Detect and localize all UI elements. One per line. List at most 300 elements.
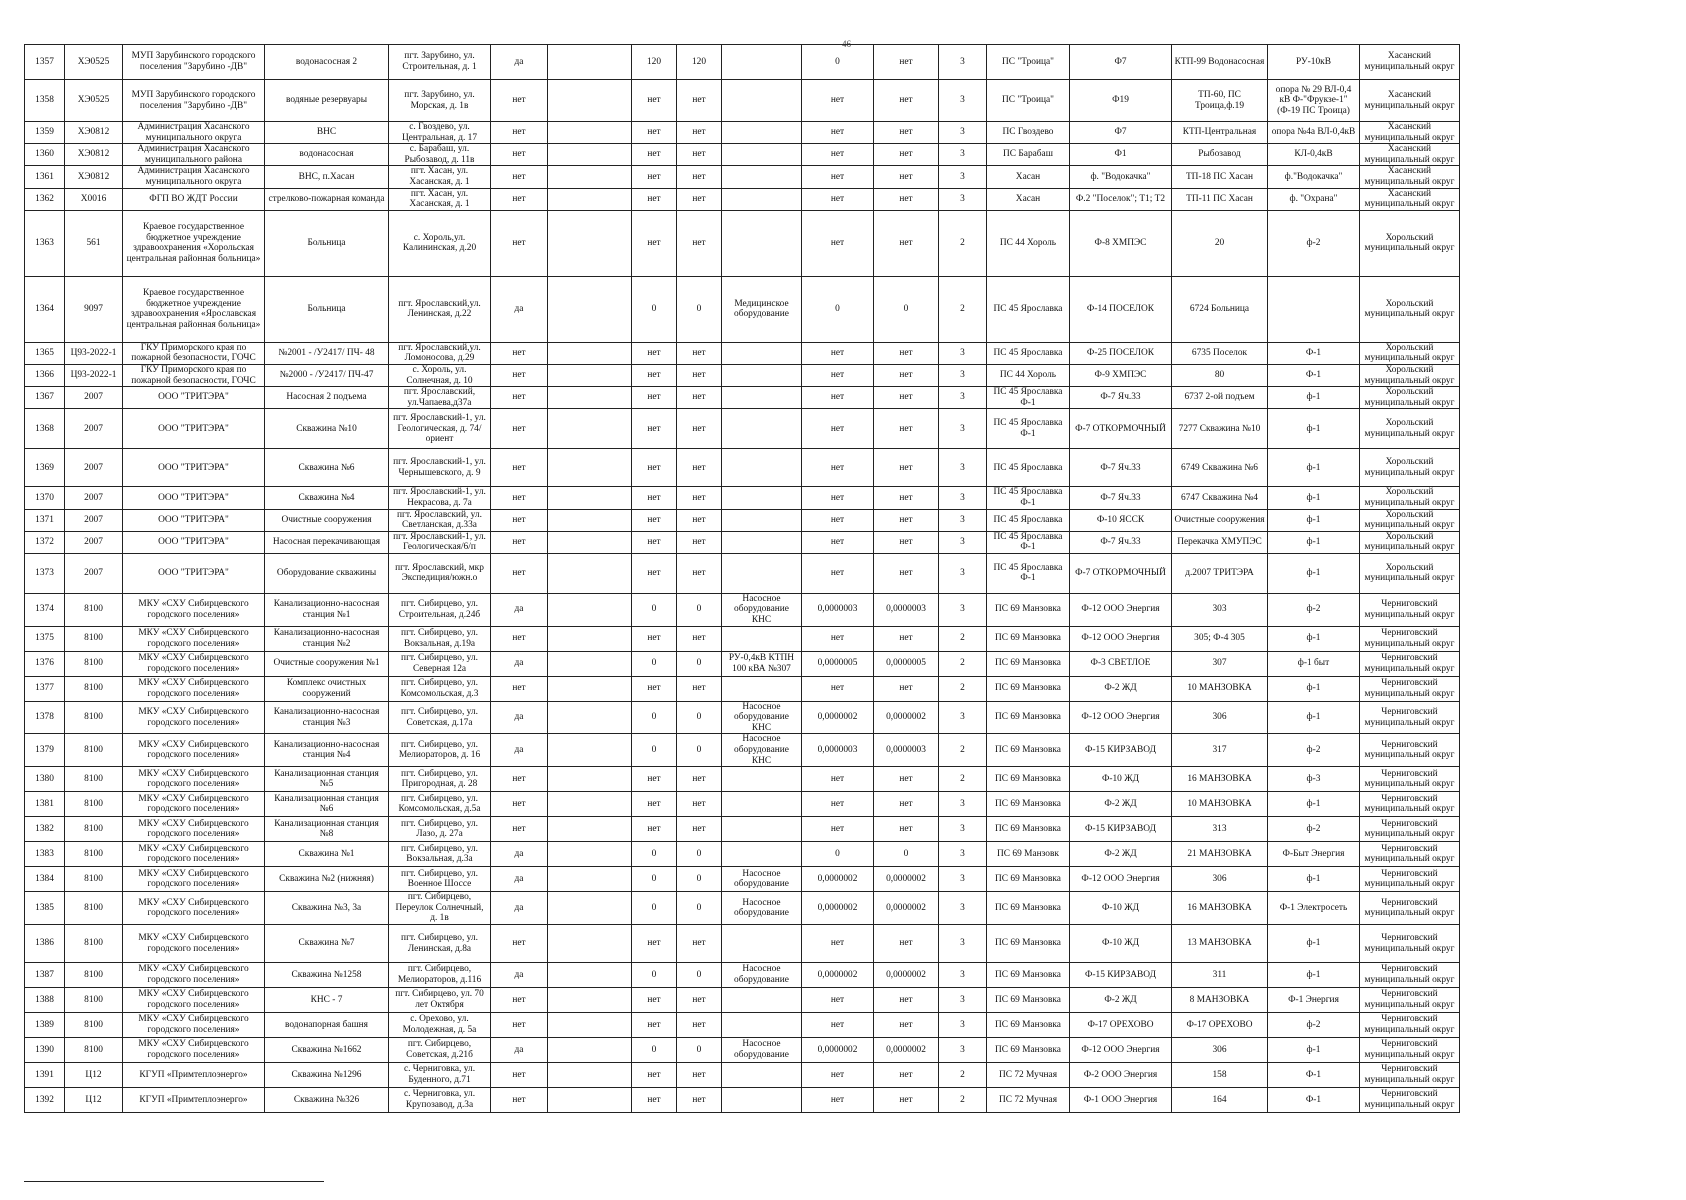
org-code-cell: ХЭ0525 [65, 45, 123, 80]
power-1-cell: 0 [632, 276, 677, 342]
address-cell: пгт. Ярославский-1, ул. Геологическая/6/п [389, 531, 491, 553]
reliability-category-cell: 2 [939, 276, 987, 342]
organization-cell: ООО "ТРИТЭРА" [123, 487, 265, 509]
reliability-category-cell: 3 [939, 166, 987, 188]
power-2-cell: нет [677, 409, 722, 449]
col-7-cell [548, 509, 632, 531]
org-code-cell: 8100 [65, 676, 123, 701]
district-cell: Черниговский муниципальный округ [1360, 651, 1460, 676]
col-7-cell [548, 553, 632, 593]
connected-flag-cell: нет [491, 1088, 548, 1113]
transformer-point-cell: 10 МАНЗОВКА [1172, 676, 1268, 701]
col-7-cell [548, 651, 632, 676]
row-number-cell: 1390 [25, 1038, 65, 1063]
district-cell: Хорольский муниципальный округ [1360, 342, 1460, 364]
row-number-cell: 1359 [25, 122, 65, 144]
row-number-cell: 1363 [25, 210, 65, 276]
transformer-point-cell: 311 [1172, 963, 1268, 988]
feeder-cell: Ф7 [1070, 122, 1172, 144]
organization-cell: Администрация Хасанского муниципального района [123, 144, 265, 166]
org-code-cell: 8100 [65, 1013, 123, 1038]
feeder-cell: Ф-10 ЖД [1070, 892, 1172, 925]
table-row [25, 925, 1460, 963]
transformer-point-cell: 16 МАНЗОВКА [1172, 767, 1268, 792]
facility-cell: Канализационная станция №6 [265, 792, 389, 817]
table-row [25, 676, 1460, 701]
value-1-cell: 0 [802, 45, 874, 80]
power-2-cell: нет [677, 817, 722, 842]
equipment-note-cell [722, 676, 802, 701]
row-number-cell: 1385 [25, 892, 65, 925]
reliability-category-cell: 3 [939, 144, 987, 166]
power-2-cell: 0 [677, 1038, 722, 1063]
address-cell: пгт. Зарубино, ул. Морская, д. 1в [389, 80, 491, 122]
col-7-cell [548, 988, 632, 1013]
district-cell: Черниговский муниципальный округ [1360, 817, 1460, 842]
power-2-cell: нет [677, 553, 722, 593]
value-2-cell: 0,0000002 [874, 892, 939, 925]
connected-flag-cell: нет [491, 676, 548, 701]
facility-cell: Канализационная станция №5 [265, 767, 389, 792]
feeder-cell: Ф-9 ХМПЭС [1070, 364, 1172, 386]
connected-flag-cell: да [491, 963, 548, 988]
substation-cell: ПС Гвоздево [987, 122, 1070, 144]
value-2-cell: нет [874, 122, 939, 144]
reliability-category-cell: 2 [939, 210, 987, 276]
table-row [25, 792, 1460, 817]
power-1-cell: нет [632, 509, 677, 531]
connected-flag-cell: нет [491, 80, 548, 122]
row-number-cell: 1392 [25, 1088, 65, 1113]
reliability-category-cell: 3 [939, 925, 987, 963]
organization-cell: МКУ «СХУ Сибирцевского городского поселения» [123, 626, 265, 651]
organization-cell: МКУ «СХУ Сибирцевского городского поселения» [123, 842, 265, 867]
connected-flag-cell: нет [491, 449, 548, 487]
substation-cell: ПС 69 Манзовка [987, 963, 1070, 988]
feeder-cell: Ф-2 ЖД [1070, 842, 1172, 867]
value-2-cell: нет [874, 188, 939, 210]
connection-point-cell: Ф-1 [1268, 1088, 1360, 1113]
value-1-cell: 0,0000002 [802, 963, 874, 988]
organization-cell: МКУ «СХУ Сибирцевского городского поселения» [123, 817, 265, 842]
equipment-note-cell: Насосное оборудование КНС [722, 734, 802, 767]
equipment-note-cell [722, 342, 802, 364]
org-code-cell: ХЭ0812 [65, 144, 123, 166]
district-cell: Хасанский муниципальный округ [1360, 122, 1460, 144]
transformer-point-cell: КТП-Центральная [1172, 122, 1268, 144]
org-code-cell: 8100 [65, 892, 123, 925]
power-2-cell: нет [677, 767, 722, 792]
organization-cell: МКУ «СХУ Сибирцевского городского поселения» [123, 988, 265, 1013]
address-cell: с. Черниговка, ул. Крупозавод, д.3а [389, 1088, 491, 1113]
org-code-cell: 8100 [65, 817, 123, 842]
equipment-note-cell [722, 1088, 802, 1113]
connection-point-cell: КЛ-0,4кВ [1268, 144, 1360, 166]
col-7-cell [548, 188, 632, 210]
value-2-cell: нет [874, 676, 939, 701]
row-number-cell: 1387 [25, 963, 65, 988]
power-1-cell: 0 [632, 842, 677, 867]
table-row [25, 767, 1460, 792]
equipment-note-cell [722, 509, 802, 531]
connection-point-cell: Ф-1 [1268, 342, 1360, 364]
power-2-cell: нет [677, 210, 722, 276]
address-cell: пгт. Сибирцево, ул. Пригородная, д. 28 [389, 767, 491, 792]
facility-cell: №2001 - /У2417/ ПЧ- 48 [265, 342, 389, 364]
col-7-cell [548, 892, 632, 925]
power-1-cell: 0 [632, 963, 677, 988]
facility-cell: ВНС [265, 122, 389, 144]
equipment-note-cell [722, 531, 802, 553]
power-2-cell: нет [677, 80, 722, 122]
address-cell: пгт. Ярославский, ул.Чапаева,д37а [389, 387, 491, 409]
reliability-category-cell: 3 [939, 867, 987, 892]
value-1-cell: нет [802, 387, 874, 409]
power-2-cell: нет [677, 509, 722, 531]
feeder-cell: Ф-2 ЖД [1070, 676, 1172, 701]
col-7-cell [548, 792, 632, 817]
feeder-cell: Ф-7 Яч.33 [1070, 531, 1172, 553]
value-1-cell: нет [802, 166, 874, 188]
organization-cell: КГУП «Примтеплоэнерго» [123, 1088, 265, 1113]
value-1-cell: 0,0000002 [802, 867, 874, 892]
equipment-note-cell: Медицинское оборудование [722, 276, 802, 342]
connected-flag-cell: нет [491, 210, 548, 276]
address-cell: с. Орехово, ул. Молодежная, д. 5а [389, 1013, 491, 1038]
col-7-cell [548, 842, 632, 867]
col-7-cell [548, 867, 632, 892]
connection-point-cell: ф-1 [1268, 792, 1360, 817]
connection-point-cell: Ф-Быт Энергия [1268, 842, 1360, 867]
connected-flag-cell: нет [491, 122, 548, 144]
transformer-point-cell: ТП-60, ПС Троица,ф.19 [1172, 80, 1268, 122]
power-1-cell: нет [632, 531, 677, 553]
reliability-category-cell: 3 [939, 122, 987, 144]
district-cell: Черниговский муниципальный округ [1360, 1038, 1460, 1063]
value-1-cell: нет [802, 144, 874, 166]
equipment-note-cell: Насосное оборудование [722, 963, 802, 988]
transformer-point-cell: ТП-11 ПС Хасан [1172, 188, 1268, 210]
reliability-category-cell: 3 [939, 80, 987, 122]
feeder-cell: Ф-8 ХМПЭС [1070, 210, 1172, 276]
address-cell: пгт. Ярославский-1, ул. Чернышевского, д. 9 [389, 449, 491, 487]
power-1-cell: 0 [632, 892, 677, 925]
connection-point-cell: РУ-10кВ [1268, 45, 1360, 80]
value-1-cell: нет [802, 188, 874, 210]
org-code-cell: 2007 [65, 487, 123, 509]
value-1-cell: нет [802, 553, 874, 593]
row-number-cell: 1384 [25, 867, 65, 892]
power-1-cell: 0 [632, 701, 677, 734]
row-number-cell: 1372 [25, 531, 65, 553]
transformer-point-cell: 303 [1172, 593, 1268, 626]
power-2-cell: 0 [677, 963, 722, 988]
equipment-note-cell: РУ-0,4кВ КТПН 100 кВА №307 [722, 651, 802, 676]
table-row [25, 651, 1460, 676]
connection-point-cell: ф-1 [1268, 509, 1360, 531]
reliability-category-cell: 3 [939, 387, 987, 409]
organization-cell: ФГП ВО ЖДТ России [123, 188, 265, 210]
power-1-cell: нет [632, 342, 677, 364]
district-cell: Черниговский муниципальный округ [1360, 867, 1460, 892]
table-row [25, 963, 1460, 988]
col-7-cell [548, 676, 632, 701]
address-cell: пгт. Сибирцево, ул. Мелиораторов, д. 16 [389, 734, 491, 767]
district-cell: Черниговский муниципальный округ [1360, 892, 1460, 925]
org-code-cell: 8100 [65, 734, 123, 767]
equipment-note-cell [722, 80, 802, 122]
district-cell: Черниговский муниципальный округ [1360, 792, 1460, 817]
district-cell: Хорольский муниципальный округ [1360, 487, 1460, 509]
organization-cell: МКУ «СХУ Сибирцевского городского поселения» [123, 867, 265, 892]
connection-point-cell: ф-3 [1268, 767, 1360, 792]
transformer-point-cell: Очистные сооружения [1172, 509, 1268, 531]
reliability-category-cell: 3 [939, 531, 987, 553]
facility-cell: Скважина №1662 [265, 1038, 389, 1063]
feeder-cell: Ф.2 "Поселок"; Т1; Т2 [1070, 188, 1172, 210]
transformer-point-cell: 306 [1172, 1038, 1268, 1063]
connected-flag-cell: нет [491, 409, 548, 449]
org-code-cell: 2007 [65, 553, 123, 593]
feeder-cell: Ф-10 ЯССК [1070, 509, 1172, 531]
col-7-cell [548, 767, 632, 792]
district-cell: Черниговский муниципальный округ [1360, 767, 1460, 792]
equipment-note-cell [722, 842, 802, 867]
table-row [25, 409, 1460, 449]
facility-cell: КНС - 7 [265, 988, 389, 1013]
transformer-point-cell: ТП-18 ПС Хасан [1172, 166, 1268, 188]
power-1-cell: нет [632, 553, 677, 593]
row-number-cell: 1362 [25, 188, 65, 210]
address-cell: пгт. Ярославский, мкр Экспедиция/южн.о [389, 553, 491, 593]
row-number-cell: 1365 [25, 342, 65, 364]
substation-cell: ПС 45 Ярославка Ф-1 [987, 409, 1070, 449]
district-cell: Черниговский муниципальный округ [1360, 701, 1460, 734]
address-cell: пгт. Сибирцево, ул. Советская, д.17а [389, 701, 491, 734]
power-2-cell: нет [677, 364, 722, 386]
feeder-cell: Ф7 [1070, 45, 1172, 80]
substation-cell: ПС 69 Манзовка [987, 734, 1070, 767]
power-2-cell: нет [677, 449, 722, 487]
row-number-cell: 1368 [25, 409, 65, 449]
transformer-point-cell: 307 [1172, 651, 1268, 676]
value-1-cell: нет [802, 925, 874, 963]
connected-flag-cell: нет [491, 925, 548, 963]
org-code-cell: 2007 [65, 531, 123, 553]
transformer-point-cell: 8 МАНЗОВКА [1172, 988, 1268, 1013]
value-1-cell: нет [802, 676, 874, 701]
substation-cell: ПС 69 Манзовка [987, 767, 1070, 792]
substation-cell: ПС 44 Хороль [987, 364, 1070, 386]
row-number-cell: 1367 [25, 387, 65, 409]
col-7-cell [548, 487, 632, 509]
reliability-category-cell: 3 [939, 45, 987, 80]
district-cell: Черниговский муниципальный округ [1360, 842, 1460, 867]
reliability-category-cell: 3 [939, 449, 987, 487]
row-number-cell: 1377 [25, 676, 65, 701]
substation-cell: ПС 45 Ярославка Ф-1 [987, 531, 1070, 553]
table-row [25, 988, 1460, 1013]
organization-cell: МУП Зарубинского городского поселения "Зарубино -ДВ" [123, 45, 265, 80]
row-number-cell: 1369 [25, 449, 65, 487]
organization-cell: МКУ «СХУ Сибирцевского городского поселения» [123, 767, 265, 792]
col-7-cell [548, 817, 632, 842]
feeder-cell: ф. "Водокачка" [1070, 166, 1172, 188]
power-2-cell: 0 [677, 701, 722, 734]
table-row [25, 449, 1460, 487]
district-cell: Хорольский муниципальный округ [1360, 387, 1460, 409]
connection-point-cell: ф-2 [1268, 593, 1360, 626]
feeder-cell: Ф-7 ОТКОРМОЧНЫЙ [1070, 409, 1172, 449]
facility-cell: водонасосная 2 [265, 45, 389, 80]
power-2-cell: нет [677, 122, 722, 144]
table-row [25, 892, 1460, 925]
value-2-cell: 0 [874, 276, 939, 342]
power-1-cell: нет [632, 409, 677, 449]
reliability-category-cell: 3 [939, 1038, 987, 1063]
row-number-cell: 1381 [25, 792, 65, 817]
value-2-cell: нет [874, 364, 939, 386]
col-7-cell [548, 626, 632, 651]
connection-point-cell: ф-1 [1268, 867, 1360, 892]
feeder-cell: Ф-7 Яч.33 [1070, 449, 1172, 487]
table-row [25, 1038, 1460, 1063]
col-7-cell [548, 963, 632, 988]
organization-cell: МКУ «СХУ Сибирцевского городского поселения» [123, 1038, 265, 1063]
feeder-cell: Ф-12 ООО Энергия [1070, 626, 1172, 651]
table-row [25, 509, 1460, 531]
address-cell: пгт. Ярославский-1, ул. Некрасова, д. 7а [389, 487, 491, 509]
address-cell: пгт. Хасан, ул. Хасанская, д. 1 [389, 188, 491, 210]
address-cell: пгт. Ярославский-1, ул. Геологическая, д. 74/ориент [389, 409, 491, 449]
col-7-cell [548, 387, 632, 409]
power-1-cell: нет [632, 210, 677, 276]
organization-cell: МКУ «СХУ Сибирцевского городского поселения» [123, 676, 265, 701]
table-row [25, 1063, 1460, 1088]
organization-cell: Администрация Хасанского муниципального округа [123, 166, 265, 188]
table-row [25, 188, 1460, 210]
connection-point-cell: ф-1 [1268, 487, 1360, 509]
transformer-point-cell: Рыбозавод [1172, 144, 1268, 166]
col-7-cell [548, 364, 632, 386]
power-2-cell: нет [677, 925, 722, 963]
transformer-point-cell: 306 [1172, 867, 1268, 892]
org-code-cell: 8100 [65, 626, 123, 651]
org-code-cell: 8100 [65, 792, 123, 817]
facility-cell: Канализационно-насосная станция №2 [265, 626, 389, 651]
value-1-cell: 0,0000003 [802, 734, 874, 767]
address-cell: пгт. Сибирцево, ул. 70 лет Октября [389, 988, 491, 1013]
col-7-cell [548, 210, 632, 276]
power-1-cell: нет [632, 449, 677, 487]
row-number-cell: 1373 [25, 553, 65, 593]
substation-cell: ПС 45 Ярославка Ф-1 [987, 387, 1070, 409]
connection-point-cell: ф-1 [1268, 701, 1360, 734]
connected-flag-cell: нет [491, 988, 548, 1013]
transformer-point-cell: КТП-99 Водонасосная [1172, 45, 1268, 80]
transformer-point-cell: 6747 Скважина №4 [1172, 487, 1268, 509]
power-1-cell: нет [632, 387, 677, 409]
value-1-cell: нет [802, 767, 874, 792]
address-cell: с. Черниговка, ул. Буденного, д.71 [389, 1063, 491, 1088]
connection-point-cell [1268, 276, 1360, 342]
feeder-cell: Ф-3 СВЕТЛОЕ [1070, 651, 1172, 676]
connected-flag-cell: нет [491, 487, 548, 509]
district-cell: Хорольский муниципальный округ [1360, 509, 1460, 531]
feeder-cell: Ф-7 ОТКОРМОЧНЫЙ [1070, 553, 1172, 593]
org-code-cell: 9097 [65, 276, 123, 342]
power-2-cell: нет [677, 792, 722, 817]
power-1-cell: нет [632, 166, 677, 188]
district-cell: Хорольский муниципальный округ [1360, 210, 1460, 276]
footnote-divider [24, 1181, 324, 1182]
facility-cell: Скважина №2 (нижняя) [265, 867, 389, 892]
connection-point-cell: ф-1 [1268, 925, 1360, 963]
organization-cell: МКУ «СХУ Сибирцевского городского поселения» [123, 963, 265, 988]
address-cell: с. Гвоздево, ул. Центральная, д. 17 [389, 122, 491, 144]
table-row [25, 701, 1460, 734]
organization-cell: МКУ «СХУ Сибирцевского городского поселения» [123, 792, 265, 817]
table-body [25, 45, 1460, 1113]
table-row [25, 144, 1460, 166]
organization-cell: ГКУ Приморского края по пожарной безопасности, ГОЧС [123, 342, 265, 364]
table-row [25, 867, 1460, 892]
feeder-cell: Ф-2 ЖД [1070, 988, 1172, 1013]
org-code-cell: 8100 [65, 867, 123, 892]
row-number-cell: 1358 [25, 80, 65, 122]
col-7-cell [548, 80, 632, 122]
org-code-cell: ХЭ0812 [65, 166, 123, 188]
value-2-cell: нет [874, 487, 939, 509]
facility-cell: Оборудование скважины [265, 553, 389, 593]
table-row [25, 626, 1460, 651]
substation-cell: ПС "Троица" [987, 45, 1070, 80]
reliability-category-cell: 3 [939, 409, 987, 449]
substation-cell: ПС 69 Манзовка [987, 1038, 1070, 1063]
address-cell: пгт. Ярославский,ул. Ломоносова, д.29 [389, 342, 491, 364]
connection-point-cell: ф-1 [1268, 531, 1360, 553]
feeder-cell: Ф-12 ООО Энергия [1070, 1038, 1172, 1063]
col-7-cell [548, 166, 632, 188]
row-number-cell: 1380 [25, 767, 65, 792]
reliability-category-cell: 2 [939, 767, 987, 792]
reliability-category-cell: 3 [939, 892, 987, 925]
org-code-cell: Ц12 [65, 1063, 123, 1088]
table-row [25, 45, 1460, 80]
transformer-point-cell: 6737 2-ой подъем [1172, 387, 1268, 409]
org-code-cell: Ц93-2022-1 [65, 364, 123, 386]
connection-point-cell: ф-1 [1268, 449, 1360, 487]
value-2-cell: нет [874, 767, 939, 792]
connected-flag-cell: нет [491, 767, 548, 792]
district-cell: Черниговский муниципальный округ [1360, 1088, 1460, 1113]
feeder-cell: Ф-12 ООО Энергия [1070, 867, 1172, 892]
district-cell: Черниговский муниципальный округ [1360, 593, 1460, 626]
value-1-cell: нет [802, 1088, 874, 1113]
power-1-cell: нет [632, 925, 677, 963]
col-7-cell [548, 122, 632, 144]
power-1-cell: нет [632, 80, 677, 122]
value-2-cell: нет [874, 553, 939, 593]
feeder-cell: Ф-17 ОРЕХОВО [1070, 1013, 1172, 1038]
organization-cell: МУП Зарубинского городского поселения "Зарубино -ДВ" [123, 80, 265, 122]
feeder-cell: Ф-15 КИРЗАВОД [1070, 817, 1172, 842]
connection-point-cell: Ф-1 [1268, 364, 1360, 386]
facility-cell: Скважина №7 [265, 925, 389, 963]
reliability-category-cell: 3 [939, 364, 987, 386]
table-row [25, 487, 1460, 509]
substation-cell: Хасан [987, 166, 1070, 188]
